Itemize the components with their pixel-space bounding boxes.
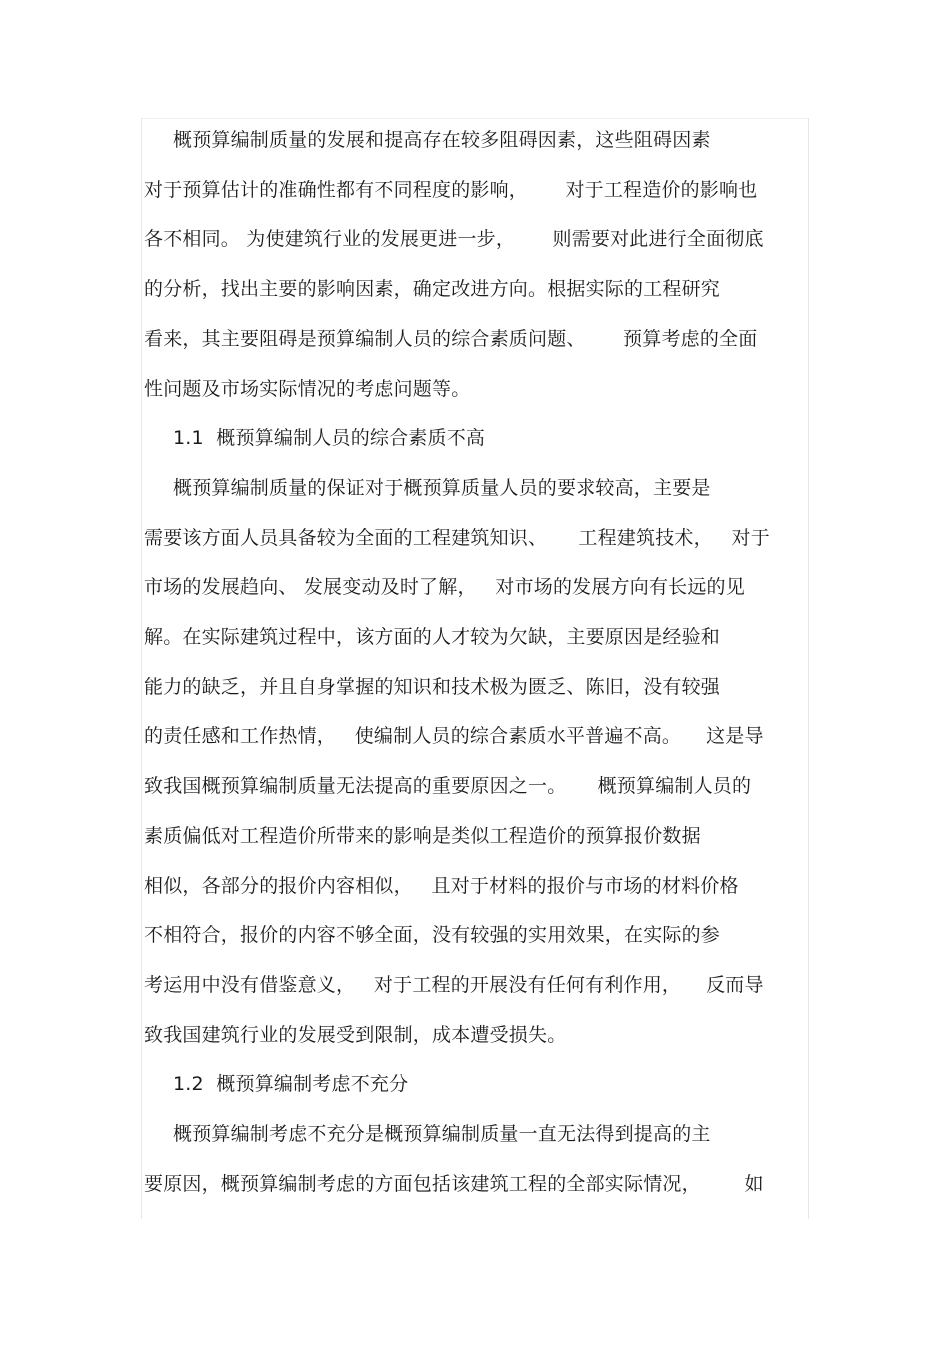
text-line: 的分析，找出主要的影响因素，确定改进方向。根据实际的工程研究 (144, 278, 721, 301)
text-line: 不相符合，报价的内容不够全面，没有较强的实用效果，在实际的参 (144, 924, 721, 947)
text-line: 相似，各部分的报价内容相似， 且对于材料的报价与市场的材料价格 (144, 874, 739, 897)
text-line: 考运用中没有借鉴意义， 对于工程的开展没有任何有利作用， 反而导 (144, 973, 764, 996)
text-line: 素质偏低对工程造价所带来的影响是类似工程造价的预算报价数据 (144, 824, 701, 847)
text-line: 市场的发展趋向、 发展变动及时了解， 对市场的发展方向有长远的见 (144, 576, 745, 599)
text-line: 对于预算估计的准确性都有不同程度的影响， 对于工程造价的影响也 (144, 178, 758, 201)
text-line: 概预算编制质量的发展和提高存在较多阻碍因素，这些阻碍因素 (173, 129, 711, 151)
text-line: 概预算编制考虑不充分是概预算编制质量一直无法得到提高的主 (173, 1123, 711, 1145)
text-line: 致我国建筑行业的发展受到限制，成本遭受损失。 (144, 1023, 567, 1046)
text-line: 致我国概预算编制质量无法提高的重要原因之一。 概预算编制人员的 (144, 775, 752, 798)
text-line: 的责任感和工作热情， 使编制人员的综合素质水平普遍不高。 这是导 (144, 725, 764, 748)
text-line: 解。在实际建筑过程中，该方面的人才较为欠缺，主要原因是经验和 (144, 626, 721, 648)
text-line: 各不相同。 为使建筑行业的发展更进一步， 则需要对此进行全面彻底 (144, 228, 764, 251)
text-line: 能力的缺乏，并且自身掌握的知识和技术极为匮乏、陈旧，没有较强 (144, 675, 721, 698)
text-line: 概预算编制质量的保证对于概预算质量人员的要求较高，主要是 (173, 476, 711, 499)
text-line: 看来，其主要阻碍是预算编制人员的综合素质问题、 预算考虑的全面 (144, 327, 758, 350)
text-line: 需要该方面人员具备较为全面的工程建筑知识、 工程建筑技术， 对于 (144, 526, 770, 549)
section-heading: 1.2 概预算编制考虑不充分 (173, 1073, 409, 1096)
section-heading: 1.1 概预算编制人员的综合素质不高 (173, 427, 486, 450)
text-line: 性问题及市场实际情况的考虑问题等。 (144, 377, 471, 400)
text-line: 要原因，概预算编制考虑的方面包括该建筑工程的全部实际情况， 如 (144, 1172, 764, 1195)
